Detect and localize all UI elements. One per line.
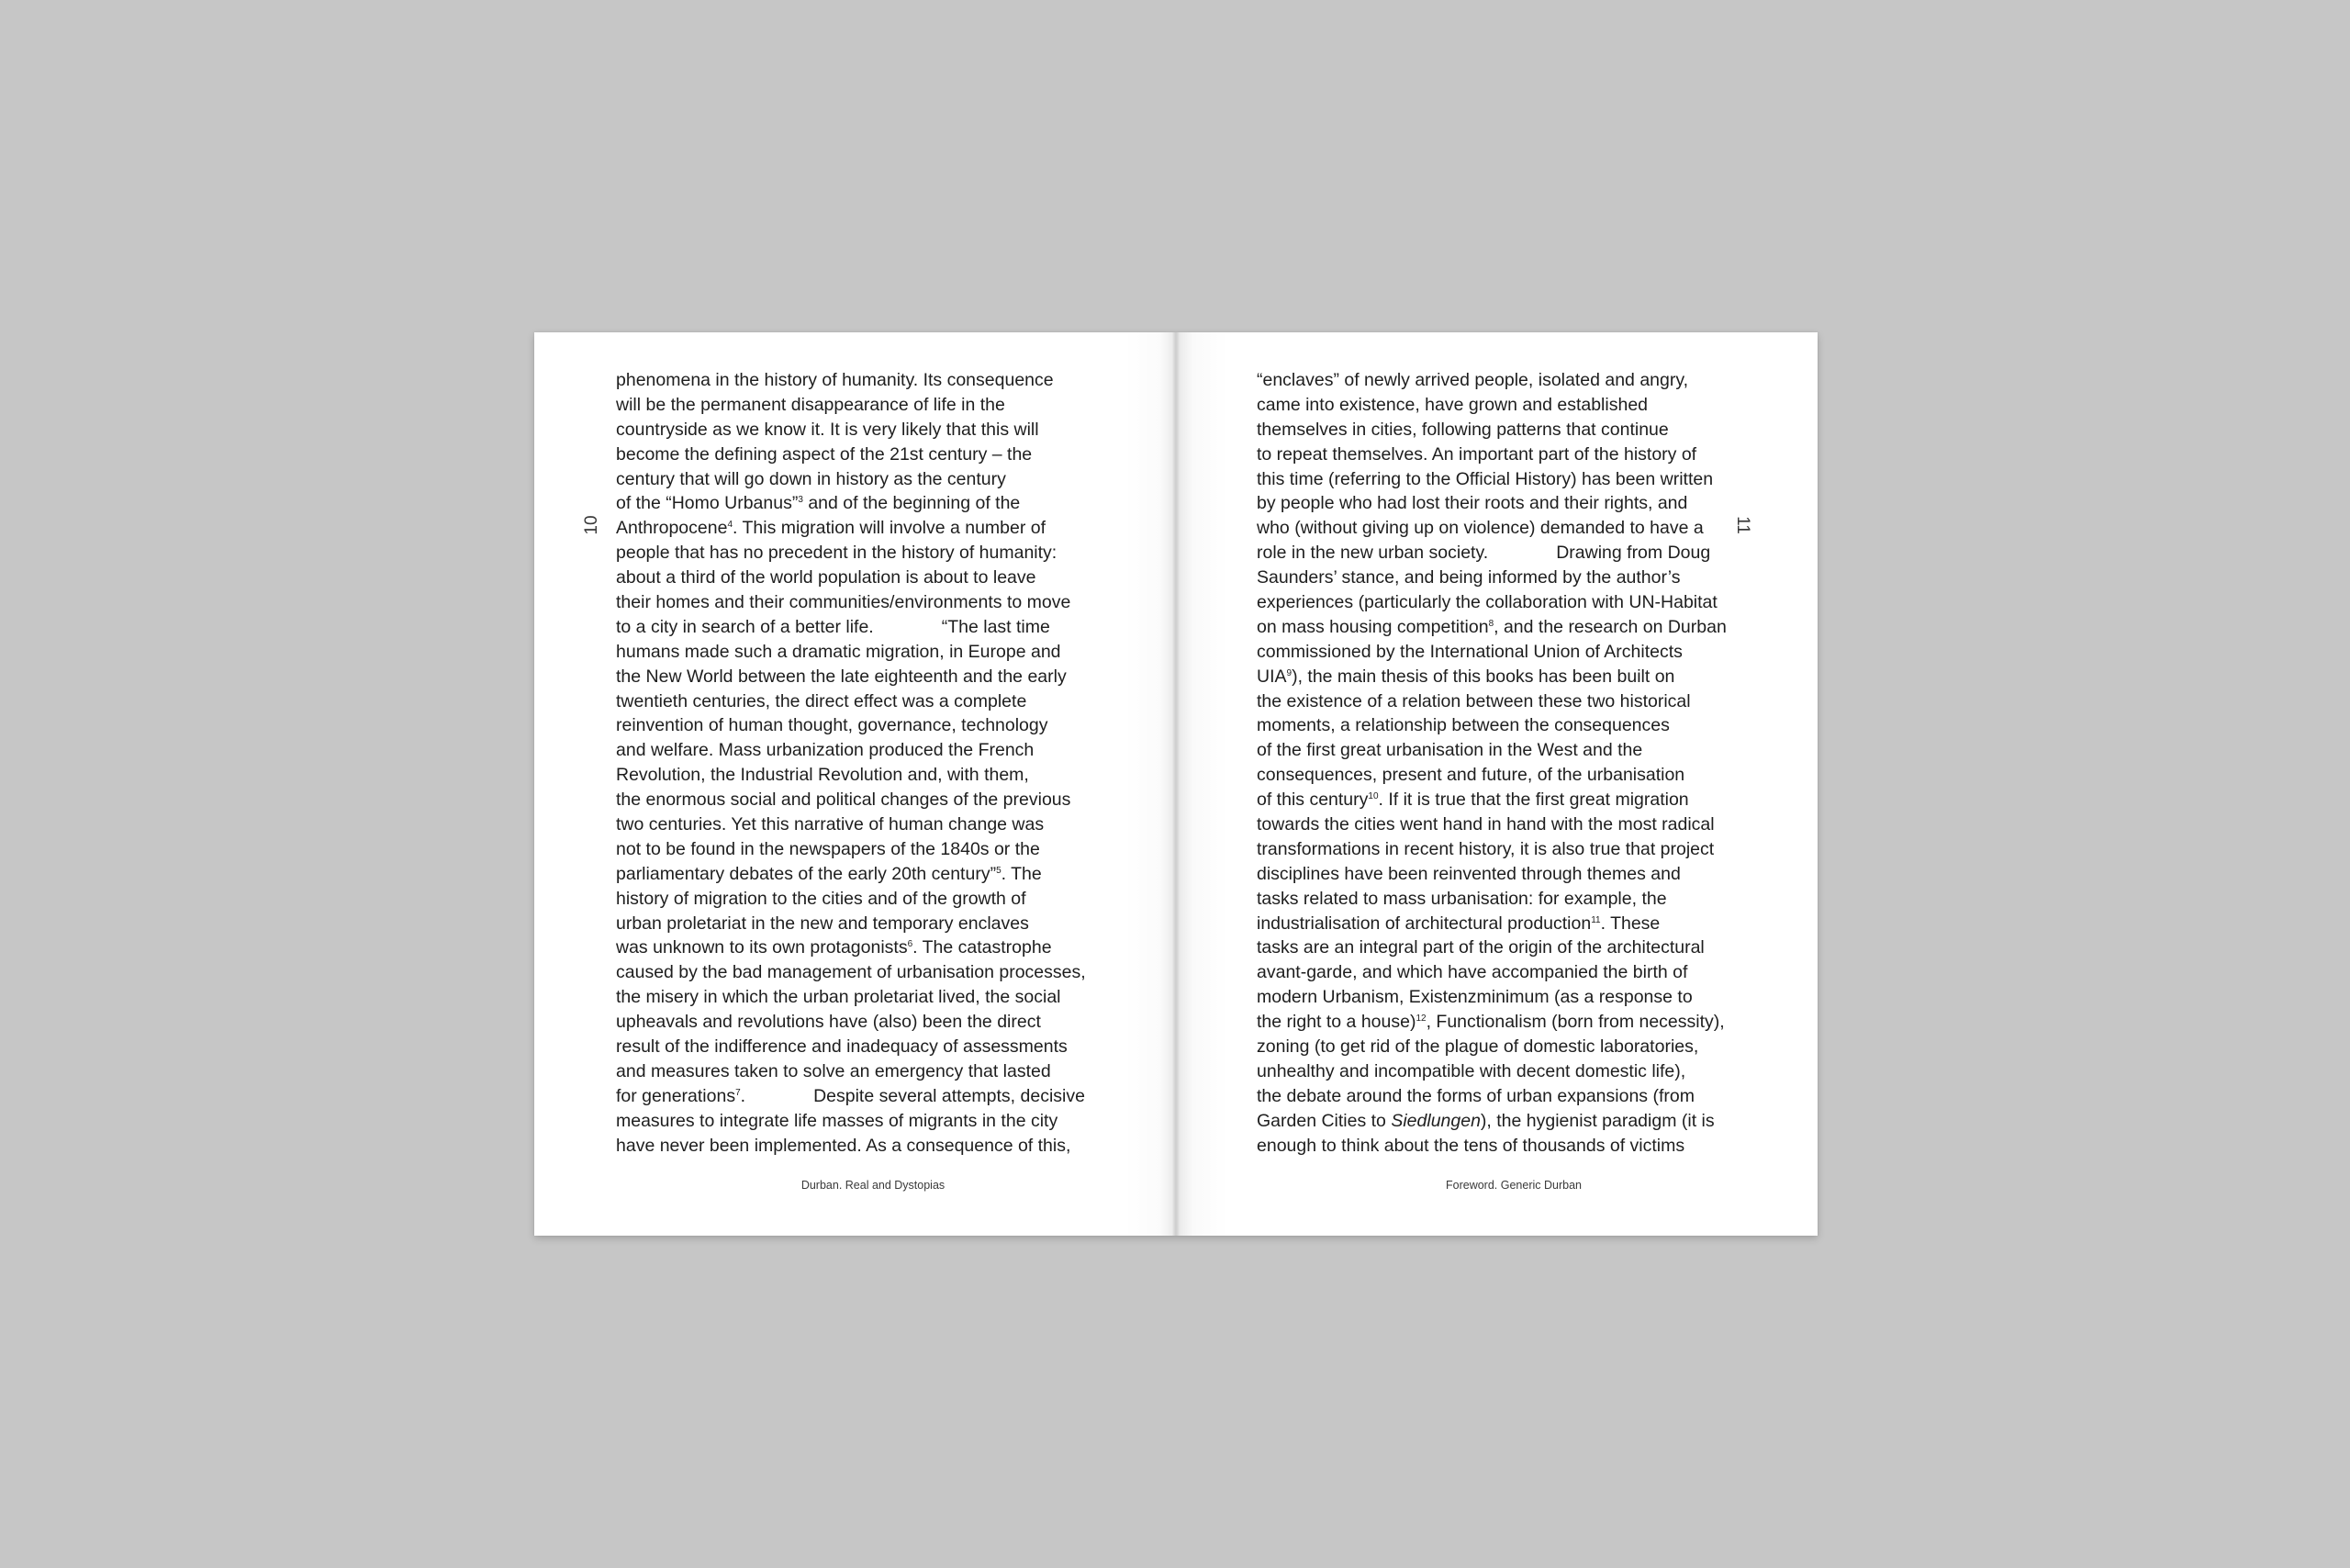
text-line: [616, 442, 1130, 467]
line-text: tasks related to mass urbanisation: for example, the: [1257, 888, 1667, 909]
line-text: of this century: [1257, 790, 1369, 811]
line-text: “enclaves” of newly arrived people, isolated and angry,: [1257, 370, 1689, 390]
line-text: the misery in which the urban proletariat lived, the social: [616, 987, 1061, 1008]
line-text: zoning (to get rid of the plague of domestic laboratories,: [1257, 1036, 1699, 1058]
line-text: tasks are an integral part of the origin of the architectural: [1257, 937, 1705, 958]
text-line: [1257, 368, 1771, 393]
line-text-continued: . These: [1600, 913, 1661, 934]
running-foot-right: Foreword. Generic Durban: [1446, 1179, 1582, 1192]
line-text: become the defining aspect of the 21st century – the: [616, 443, 1033, 465]
text-line: [616, 689, 1130, 714]
body-text-left: [616, 368, 1130, 1159]
text-line: [1257, 590, 1771, 615]
line-text: not to be found in the newspapers of the 1840s or the: [616, 838, 1040, 859]
line-text: came into existence, have grown and established: [1257, 394, 1649, 415]
line-text: role in the new urban society.: [1257, 543, 1489, 564]
line-text-continued: . If it is true that the first great migration: [1378, 790, 1689, 811]
line-text: enough to think about the tens of thousands of victims: [1257, 1135, 1685, 1156]
line-text: by people who had lost their roots and their rights, and: [1257, 493, 1688, 514]
line-text: and measures taken to solve an emergency that lasted: [616, 1060, 1051, 1081]
text-line: [1257, 788, 1771, 812]
text-line: [616, 1010, 1130, 1035]
line-text: Saunders’ stance, and being informed by the author’s: [1257, 567, 1681, 588]
line-text: to a city in search of a better life.: [616, 616, 874, 637]
text-line: [616, 812, 1130, 837]
line-text: who (without giving up on violence) demanded to have a: [1257, 518, 1704, 539]
text-line: [1257, 1059, 1771, 1084]
text-line: [616, 541, 1130, 566]
right-page: [1176, 332, 1818, 1236]
line-text-continued: and of the beginning of the: [802, 493, 1021, 514]
line-text-continued: . The: [1001, 863, 1042, 884]
text-line: [1257, 738, 1771, 763]
text-line: [616, 665, 1130, 689]
line-text: caused by the bad management of urbanisation processes,: [616, 962, 1086, 983]
footnote-ref: 11: [1591, 914, 1601, 925]
text-line: [616, 935, 1130, 960]
line-text: of the “Homo Urbanus”: [616, 493, 799, 514]
line-text: on mass housing competition: [1257, 616, 1489, 637]
line-text: avant-garde, and which have accompanied the birth of: [1257, 962, 1688, 983]
text-line: [1257, 1035, 1771, 1059]
footnote-ref: 9: [1286, 667, 1292, 678]
footnote-ref: 6: [907, 939, 913, 950]
text-line: [1257, 566, 1771, 590]
line-text: for generations: [616, 1085, 736, 1106]
text-line: [616, 837, 1130, 862]
text-line: [616, 516, 1130, 541]
line-text: their homes and their communities/environments to move: [616, 592, 1071, 613]
text-line: [1257, 640, 1771, 665]
line-text: the enormous social and political changes of the previous: [616, 790, 1071, 811]
text-line: [1257, 1010, 1771, 1035]
text-line: [616, 1035, 1130, 1059]
text-line: [1257, 615, 1771, 640]
text-line: [1257, 418, 1771, 442]
text-line: [1257, 887, 1771, 912]
line-text: measures to integrate life masses of migrants in the city: [616, 1110, 1058, 1131]
text-line: [1257, 541, 1771, 566]
text-line: [1257, 1134, 1771, 1159]
line-text: will be the permanent disappearance of life in the: [616, 394, 1005, 415]
line-text-tail: Despite several attempts, decisive: [813, 1085, 1085, 1106]
text-line: [1257, 1109, 1771, 1134]
line-text: result of the indifference and inadequacy of assessments: [616, 1036, 1068, 1058]
running-foot-left: Durban. Real and Dystopias: [800, 1179, 946, 1192]
text-line: [616, 566, 1130, 590]
line-text: upheavals and revolutions have (also) been the direct: [616, 1012, 1041, 1033]
text-line: [1257, 862, 1771, 887]
text-line: [1257, 935, 1771, 960]
line-text: twentieth centuries, the direct effect was a complete: [616, 690, 1027, 711]
line-text-continued: “The last time: [941, 616, 1050, 637]
line-text: this time (referring to the Official History) has been written: [1257, 468, 1714, 489]
text-line: [1257, 467, 1771, 492]
text-line: [616, 713, 1130, 738]
text-line: [1257, 960, 1771, 985]
text-line: [616, 491, 1130, 516]
text-line: [616, 1084, 1130, 1109]
line-text: countryside as we know it. It is very likely that this will: [616, 419, 1039, 440]
line-text: modern Urbanism, Existenzminimum (as a response to: [1257, 987, 1693, 1008]
text-line: [616, 763, 1130, 788]
text-line: [616, 788, 1130, 812]
text-line: [1257, 837, 1771, 862]
line-text: the debate around the forms of urban expansions (from: [1257, 1085, 1695, 1106]
line-text: humans made such a dramatic migration, in Europe and: [616, 641, 1061, 662]
footnote-ref: 10: [1368, 791, 1379, 802]
line-text: people that has no precedent in the history of humanity:: [616, 543, 1058, 564]
line-text: industrialisation of architectural production: [1257, 913, 1592, 934]
left-page: [534, 332, 1176, 1236]
footnote-ref: 8: [1488, 618, 1494, 629]
page-number-left: 10: [582, 515, 601, 535]
text-line: [1257, 812, 1771, 837]
line-text: Revolution, the Industrial Revolution and, with them,: [616, 765, 1029, 786]
page-number-right: 11: [1733, 516, 1752, 534]
body-text-right: [1257, 368, 1771, 1159]
footnote-ref: 12: [1416, 1014, 1427, 1025]
text-line: [1257, 442, 1771, 467]
line-text: unhealthy and incompatible with decent domestic life),: [1257, 1060, 1686, 1081]
line-text: towards the cities went hand in hand with the most radical: [1257, 814, 1715, 835]
book-spread: [534, 332, 1818, 1236]
text-line: [1257, 1084, 1771, 1109]
line-text: parliamentary debates of the early 20th century”: [616, 863, 997, 884]
line-text: to repeat themselves. An important part of the history of: [1257, 443, 1697, 465]
text-line: [616, 862, 1130, 887]
footnote-ref: 7: [735, 1087, 741, 1098]
line-text: commissioned by the International Union of Architects: [1257, 641, 1683, 662]
text-line: [616, 912, 1130, 936]
text-line: [1257, 689, 1771, 714]
line-text-continued: , and the research on Durban: [1494, 616, 1727, 637]
line-text: of the first great urbanisation in the West and the: [1257, 740, 1643, 761]
line-text: experiences (particularly the collaboration with UN-Habitat: [1257, 592, 1718, 613]
footnote-ref: 3: [798, 495, 803, 506]
line-text-continued: . The catastrophe: [912, 937, 1052, 958]
footnote-ref: 5: [996, 865, 1002, 876]
text-line: [616, 1134, 1130, 1159]
text-line: [1257, 393, 1771, 418]
line-text: the New World between the late eighteenth and the early: [616, 666, 1067, 687]
line-text: transformations in recent history, it is also true that project: [1257, 838, 1715, 859]
line-text: phenomena in the history of humanity. Its consequence: [616, 370, 1054, 390]
text-line: [616, 887, 1130, 912]
line-text: century that will go down in history as the century: [616, 468, 1006, 489]
text-line: [616, 960, 1130, 985]
text-line: [1257, 912, 1771, 936]
line-text: have never been implemented. As a consequence of this,: [616, 1135, 1071, 1156]
line-text: Anthropocene: [616, 518, 728, 539]
footnote-ref: 4: [727, 520, 733, 531]
text-line: [616, 1109, 1130, 1134]
text-line: [616, 590, 1130, 615]
line-text-continued: Drawing from Doug: [1556, 543, 1711, 564]
text-line: [1257, 516, 1771, 541]
text-line: [1257, 985, 1771, 1010]
line-text: two centuries. Yet this narrative of human change was: [616, 814, 1045, 835]
text-line: [616, 640, 1130, 665]
text-line: [1257, 665, 1771, 689]
text-line: [616, 615, 1130, 640]
text-line: [616, 467, 1130, 492]
line-text: moments, a relationship between the consequences: [1257, 715, 1670, 736]
line-text: reinvention of human thought, governance, technology: [616, 715, 1048, 736]
line-text: the existence of a relation between these two historical: [1257, 690, 1691, 711]
line-text: and welfare. Mass urbanization produced the French: [616, 740, 1035, 761]
text-line: [1257, 491, 1771, 516]
line-text-continued: ), the hygienist paradigm (it is: [1480, 1110, 1715, 1131]
line-text-continued: ), the main thesis of this books has been built on: [1292, 666, 1675, 687]
text-line: [616, 418, 1130, 442]
text-line: [616, 738, 1130, 763]
line-italic-text: Siedlungen: [1391, 1110, 1481, 1131]
line-text: disciplines have been reinvented through themes and: [1257, 863, 1681, 884]
line-text: was unknown to its own protagonists: [616, 937, 908, 958]
line-text: themselves in cities, following patterns that continue: [1257, 419, 1669, 440]
text-line: [616, 368, 1130, 393]
line-text: history of migration to the cities and of the growth of: [616, 888, 1026, 909]
line-text: UIA: [1257, 666, 1287, 687]
text-line: [1257, 763, 1771, 788]
line-text-continued: .: [740, 1085, 746, 1106]
line-text: Garden Cities to: [1257, 1110, 1392, 1131]
line-text: consequences, present and future, of the urbanisation: [1257, 765, 1685, 786]
text-line: [616, 1059, 1130, 1084]
line-text: urban proletariat in the new and temporary enclaves: [616, 913, 1029, 934]
text-line: [616, 985, 1130, 1010]
text-line: [1257, 713, 1771, 738]
line-text: about a third of the world population is about to leave: [616, 567, 1036, 588]
line-text-continued: . This migration will involve a number of: [733, 518, 1046, 539]
line-text: the right to a house): [1257, 1012, 1416, 1033]
text-line: [616, 393, 1130, 418]
line-text-continued: , Functionalism (born from necessity),: [1426, 1012, 1725, 1033]
